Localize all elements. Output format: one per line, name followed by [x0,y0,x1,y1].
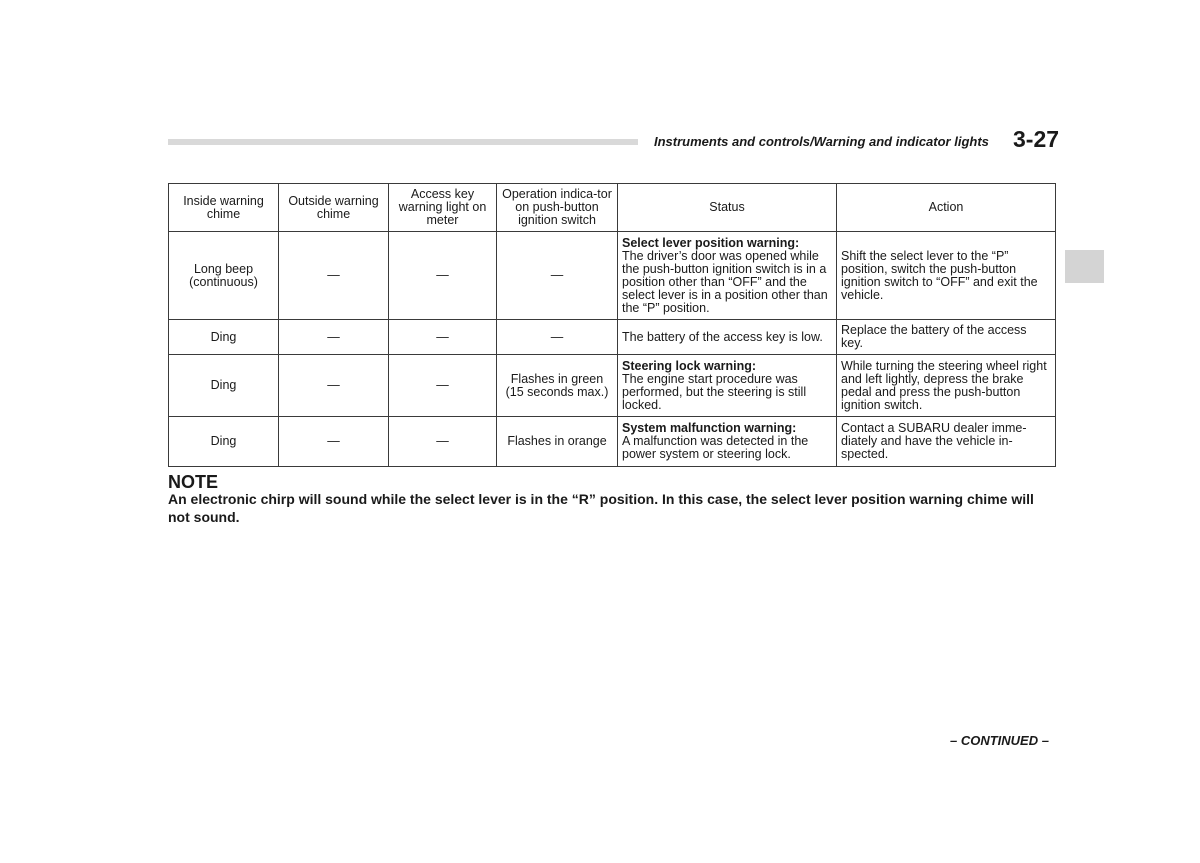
note-title: NOTE [168,472,219,492]
status-cell [618,417,837,467]
status-text: The driver’s door was opened while the push-button ignition switch is in a position other than “OFF” and the select lever is in a position other than the “P” position. [622,248,828,315]
status-title: System malfunction warning: [622,421,797,435]
header-status: Status [618,184,837,232]
table-row [169,355,1056,417]
note-text: An electronic chirp will sound while the select lever is in the “R” position. In this case, the select lever position warning chime will not sound. [168,491,1034,525]
header-inside-chime: Inside warning chime [169,184,279,232]
header-outside-chime: Outside warning chime [279,184,389,232]
header-operation-indicator: Operation indica-tor on push-button ignition switch [497,184,618,232]
status-cell [618,355,837,417]
header-action: Action [837,184,1056,232]
header-rule [168,139,638,145]
status-text: The engine start procedure was performed, but the steering is still locked. [622,371,807,412]
status-cell [618,320,837,355]
inside-chime-cell: Long beep (continuous) [169,232,279,320]
status-text: The battery of the access key is low. [622,329,823,344]
access-light-cell: — [389,320,497,355]
page-number: 3-27 [1013,126,1060,152]
operation-indicator-cell: — [497,232,618,320]
status-title: Steering lock warning: [622,358,757,373]
outside-chime-cell: — [279,355,389,417]
outside-chime-cell: — [279,320,389,355]
access-light-cell: — [389,355,497,417]
table-header-row [169,184,1056,232]
action-cell: Replace the battery of the access key. [837,320,1056,355]
action-cell: Shift the select lever to the “P” position, switch the push-button ignition switch to “OFF” and exit the vehicle. [837,232,1056,320]
status-text: A malfunction was detected in the power system or steering lock. [622,434,809,461]
inside-chime-cell: Ding [169,417,279,467]
inside-chime-cell: Ding [169,355,279,417]
access-light-cell: — [389,232,497,320]
operation-indicator-cell: — [497,320,618,355]
outside-chime-cell: — [279,232,389,320]
header-access-key-light: Access key warning light on meter [389,184,497,232]
operation-indicator-cell: Flashes in green (15 seconds max.) [497,355,618,417]
action-cell: While turning the steering wheel right and left lightly, depress the brake pedal and press the push-button ignition switch. [837,355,1056,417]
outside-chime-cell: — [279,417,389,467]
status-cell [618,232,837,320]
inside-chime-cell: Ding [169,320,279,355]
section-title: Instruments and controls/Warning and indicator lights [654,134,989,149]
warning-table [168,183,1056,467]
chapter-tab [1065,250,1104,283]
action-cell: Contact a SUBARU dealer imme-diately and have the vehicle in-spected. [837,417,1056,467]
access-light-cell: — [389,417,497,467]
operation-indicator-cell: Flashes in orange [497,417,618,467]
status-title: Select lever position warning: [622,235,800,250]
table-row [169,232,1056,320]
continued-label: – CONTINUED – [950,733,1049,748]
table-row [169,417,1056,467]
table-row [169,320,1056,355]
